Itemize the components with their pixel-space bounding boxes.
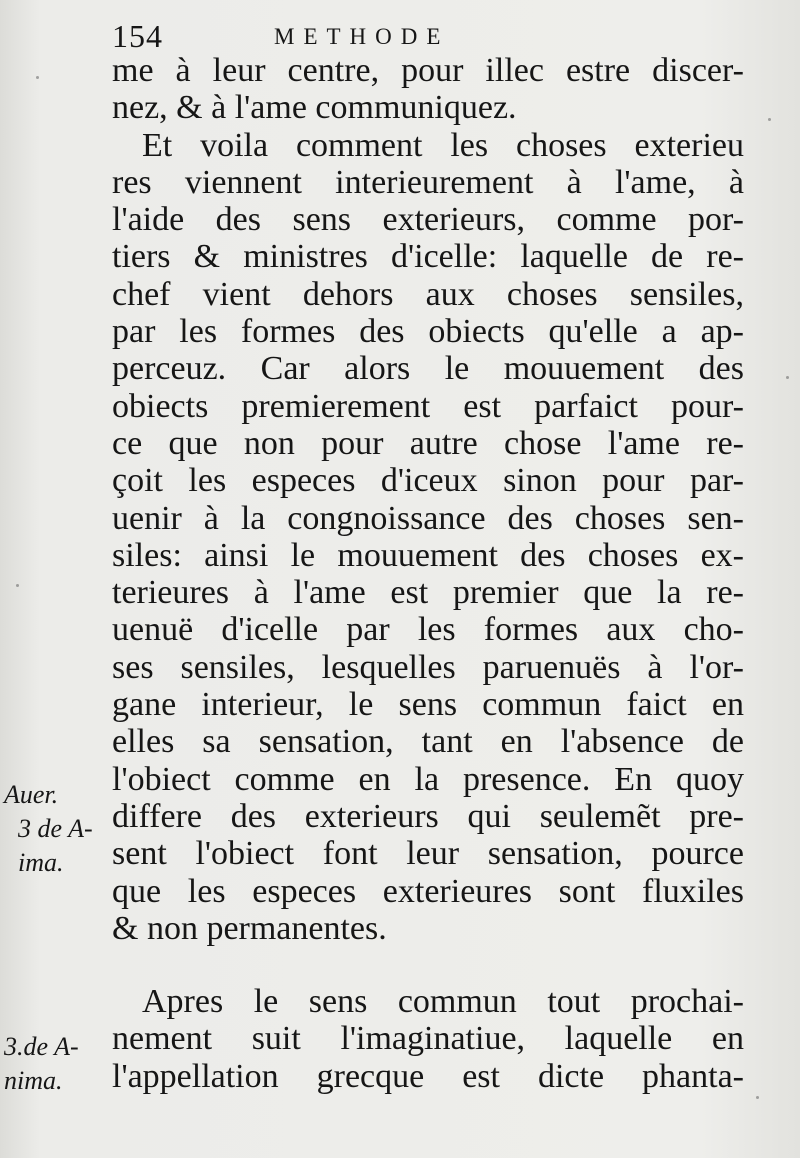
margin-note-averroes (4, 778, 128, 880)
paper-speck (768, 118, 771, 121)
text-line: terieures à l'ame est premier que la re- (112, 574, 744, 612)
paper-speck (36, 76, 39, 79)
text-line: l'obiect comme en la presence. En quoy (112, 760, 744, 798)
text-line: siles: ainsi le mouuement des choses ex- (112, 536, 744, 574)
text-line: l'aide des sens exterieurs, comme por- (112, 201, 744, 239)
text-line: çoit les especes d'iceux sinon pour par- (112, 462, 744, 500)
paper-speck (16, 584, 19, 587)
margin-note-line: ima. (18, 848, 64, 877)
text-line: sent l'obiect font leur sensation, pource (112, 835, 744, 873)
text-line: ses sensiles, lesquelles paruenuës à l'or- (112, 648, 744, 686)
text-line: me à leur centre, pour illec estre discer- (112, 52, 744, 89)
body-text (112, 52, 744, 1095)
text-line: par les formes des obiects qu'elle a ap- (112, 313, 744, 351)
text-line: chef vient dehors aux choses sensiles, (112, 275, 744, 313)
text-line: l'appellation grecque est dicte phanta- (112, 1057, 744, 1095)
text-line: Apres le sens commun tout prochai- (142, 983, 744, 1021)
page-number: 154 (112, 18, 163, 54)
margin-note-line: Auer. (4, 780, 59, 809)
margin-note-de-anima (4, 1030, 128, 1098)
margin-note-line: 3 de A- (18, 814, 93, 843)
text-line: res viennent interieurement à l'ame, à (112, 163, 744, 201)
text-line: ce que non pour autre chose l'ame re- (112, 424, 744, 462)
text-line: tiers & ministres d'icelle: laquelle de re- (112, 238, 744, 276)
text-line: que les especes exterieures sont fluxiles (112, 872, 744, 910)
text-line: differe des exterieurs qui seulemẽt pre- (112, 797, 744, 835)
text-line: Et voila comment les choses exterieu (142, 126, 744, 164)
text-line: elles sa sensation, tant en l'absence de (112, 723, 744, 761)
margin-note-line: 3.de A- (4, 1032, 79, 1061)
running-title: METHODE (274, 24, 450, 49)
text-line: gane interieur, le sens commun faict en (112, 686, 744, 724)
text-line: uenir à la congnoissance des choses sen- (112, 499, 744, 537)
paragraph-gap (112, 947, 744, 983)
paper-speck (756, 1096, 759, 1099)
paper-speck (786, 376, 789, 379)
text-line: perceuz. Car alors le mouuement des (112, 350, 744, 388)
text-line: nez, & à l'ame communiquez. (112, 89, 517, 127)
text-line: nement suit l'imaginatiue, laquelle en (112, 1020, 744, 1058)
text-line: obiects premierement est parfaict pour- (112, 387, 744, 425)
text-line: & non permanentes. (112, 909, 387, 947)
margin-note-line: nima. (4, 1066, 63, 1095)
text-line: uenuë d'icelle par les formes aux cho- (112, 611, 744, 649)
